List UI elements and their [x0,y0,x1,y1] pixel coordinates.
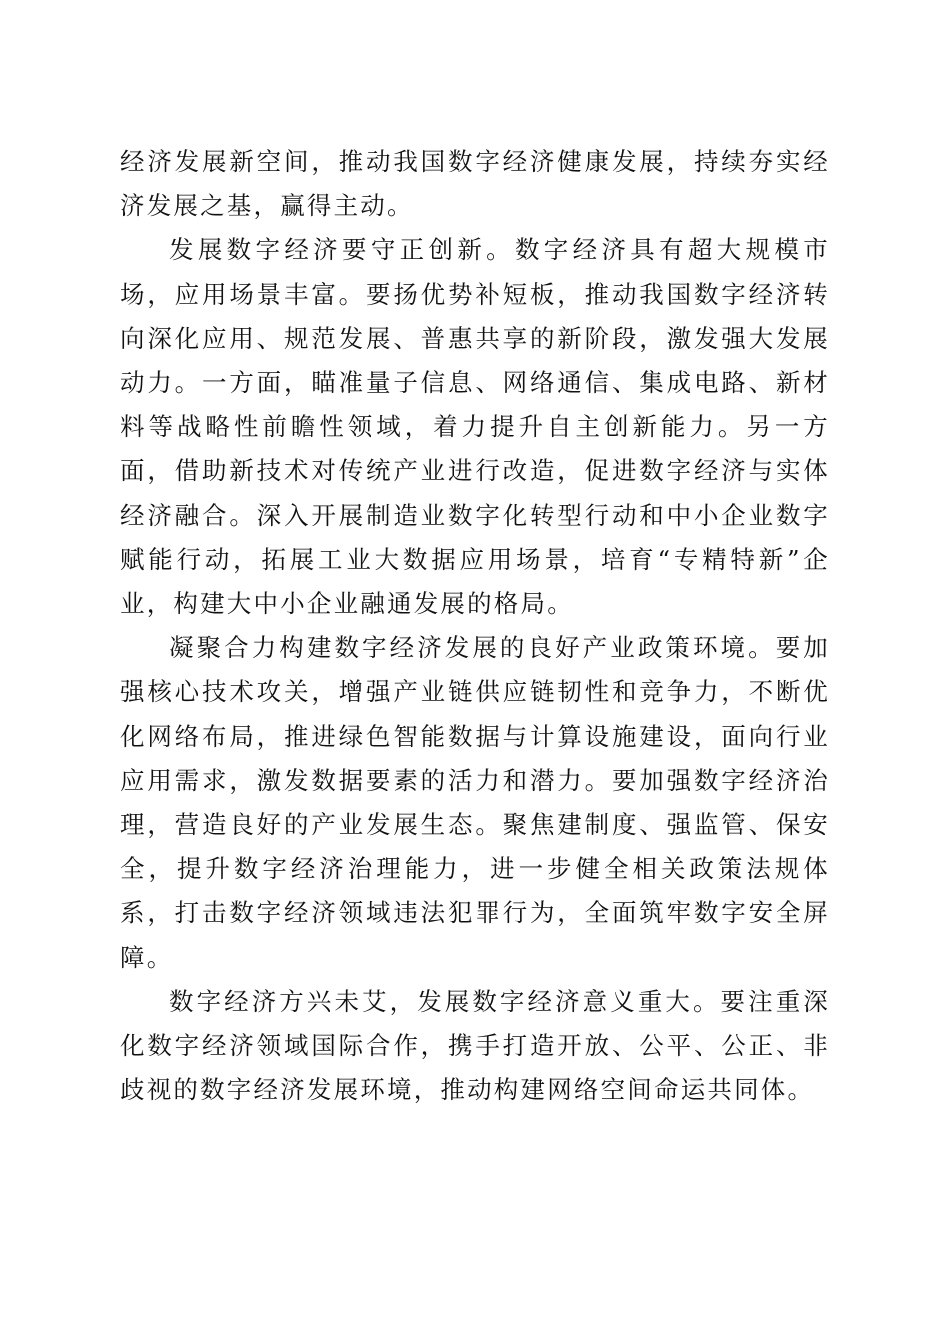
paragraph-innovation: 发展数字经济要守正创新。数字经济具有超大规模市场，应用场景丰富。要扬优势补短板，推动我国数字经济转向深化应用、规范发展、普惠共享的新阶段，激发强大发展动力。一方面，瞄准量子信息、网络通信、集成电路、新材料等战略性前瞻性领域，着力提升自主创新能力。另一方面，借助新技术对传统产业进行改造，促进数字经济与实体经济融合。深入开展制造业数字化转型行动和中小企业数字赋能行动，拓展工业大数据应用场景，培育“专精特新”企业，构建大中小企业融通发展的格局。 [120,235,830,619]
paragraph-policy-environment: 凝聚合力构建数字经济发展的良好产业政策环境。要加强核心技术攻关，增强产业链供应链韧性和竞争力，不断优化网络布局，推进绿色智能数据与计算设施建设，面向行业应用需求，激发数据要素的活力和潜力。要加强数字经济治理，营造良好的产业发展生态。聚焦建制度、强监管、保安全，提升数字经济治理能力，进一步健全相关政策法规体系，打击数字经济领域违法犯罪行为，全面筑牢数字安全屏障。 [120,633,830,972]
paragraph-international-cooperation: 数字经济方兴未艾，发展数字经济意义重大。要注重深化数字经济领域国际合作，携手打造开放、公平、公正、非歧视的数字经济发展环境，推动构建网络空间命运共同体。 [120,986,830,1105]
paragraph-continuation: 经济发展新空间，推动我国数字经济健康发展，持续夯实经济发展之基，赢得主动。 [120,147,830,221]
document-body [120,140,830,1112]
